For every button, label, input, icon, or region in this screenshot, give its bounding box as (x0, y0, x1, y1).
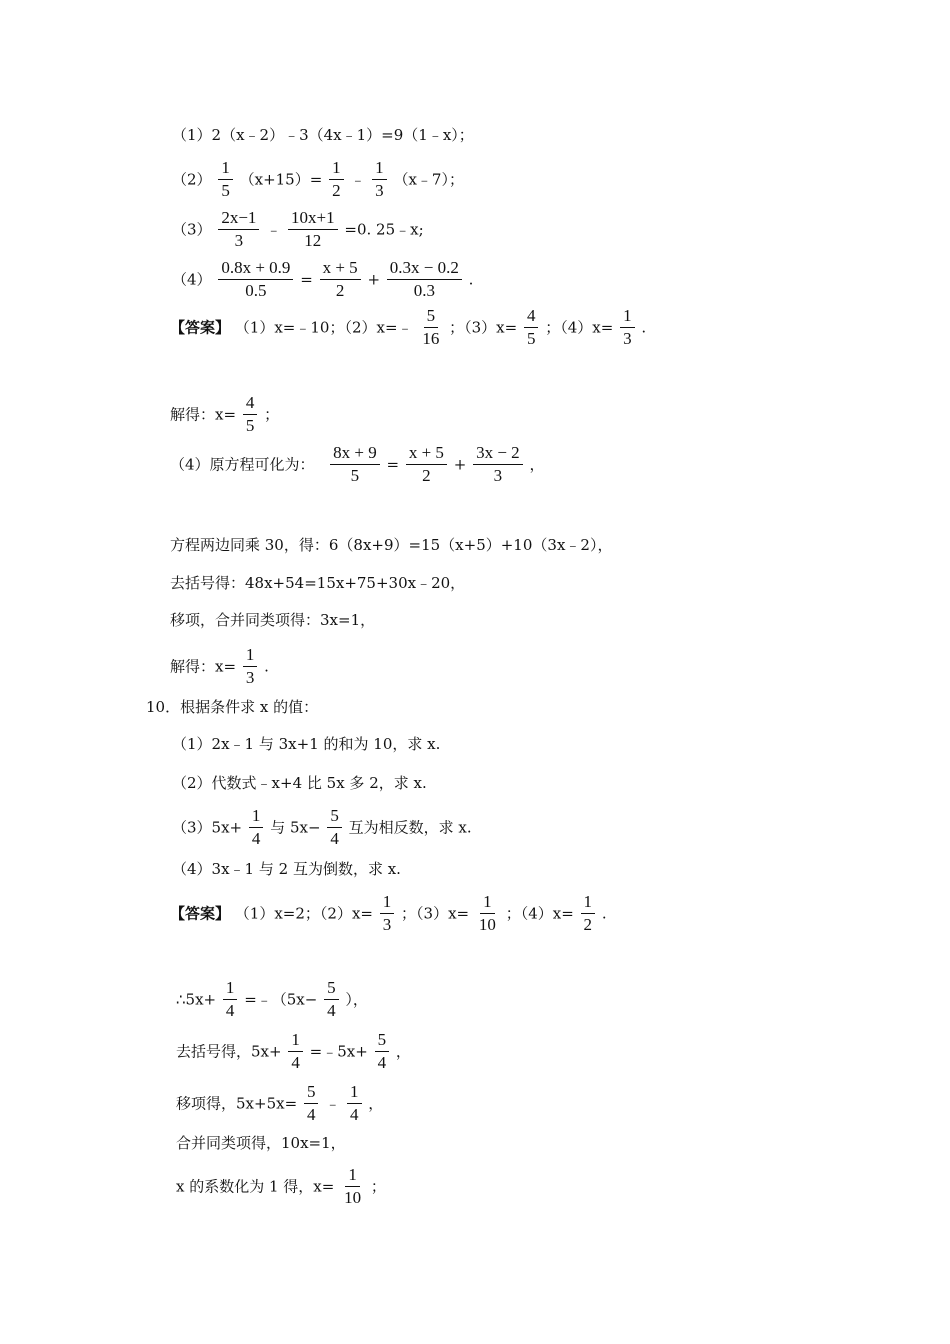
solution-text: =﹣5x+ (309, 1042, 368, 1061)
solution-text: = (386, 455, 400, 474)
fraction: $\frac{1}{3}$ (620, 306, 635, 349)
solution-text: ； (370, 1177, 386, 1196)
q10-solution-line-3 (176, 1082, 383, 1125)
solution-text: （4）原方程可化为： (170, 455, 315, 474)
solution-text: 移项得，5x+5x= (176, 1094, 298, 1113)
solution-text: x 的系数化为 1 得，x= (176, 1177, 335, 1196)
q10-p3-text: （3）5x+ (172, 818, 243, 837)
fraction: $\frac{x + 5}{2}$ (406, 443, 447, 486)
fraction: $\frac{1}{4}$ (249, 806, 264, 849)
q10-answer (170, 892, 607, 935)
fraction: $\frac{5}{4}$ (304, 1082, 319, 1125)
solution-text: 解得：x= (170, 657, 237, 676)
q10-solution-line-4: 合并同类项得，10x=1， (176, 1134, 346, 1152)
fraction: $\frac{5}{4}$ (324, 978, 339, 1021)
q9-p3-text: =0. 25﹣x; (344, 220, 424, 239)
solution-text: ； (264, 405, 280, 424)
q9-p3-label: （3） (172, 220, 212, 239)
answer-text: ；（4）x= (505, 904, 574, 923)
fraction: $\frac{5}{16}$ (422, 306, 440, 348)
fraction: $\frac{1}{10}$ (478, 892, 496, 934)
q9-p3-text: ﹣ (266, 220, 282, 239)
solution-text: 去括号得，5x+ (176, 1042, 282, 1061)
q10-solution-line-1 (176, 978, 368, 1021)
fraction: $\frac{1}{10}$ (344, 1165, 362, 1207)
fraction: $\frac{4}{5}$ (243, 393, 258, 436)
answer-text: （1）x=2；（2）x= (234, 904, 373, 923)
solution-text: + (453, 455, 467, 474)
fraction: $\frac{8x + 9}{5}$ (330, 443, 380, 486)
q9-p1-text: 2（x﹣2）﹣3（4x﹣1）=9（1﹣x）； (211, 126, 474, 144)
solution-text: =﹣（5x− (244, 990, 318, 1009)
q9-p2-text: ﹣ (350, 170, 366, 189)
fraction: $\frac{0.8x + 0.9}{0.5}$ (218, 258, 293, 301)
fraction: $\frac{5}{4}$ (327, 806, 342, 849)
q10-p3-text: 与 5x− (270, 818, 321, 837)
solution-text: ﹣ (325, 1094, 341, 1113)
fraction: $\frac{1}{4}$ (288, 1030, 303, 1073)
answer-text: . (641, 318, 647, 337)
q10-title: 10．根据条件求 x 的值： (146, 698, 319, 716)
q9-p2-text: （x+15）= (239, 170, 323, 189)
q9-solution-line-6 (170, 645, 269, 688)
fraction: $\frac{1}{3}$ (372, 158, 387, 201)
q9-p1-label: （1） (172, 126, 212, 144)
q9-solution-line-4: 去括号得：48x+54=15x+75+30x﹣20， (170, 574, 466, 592)
fraction: $\frac{0.3x - 0.2}{0.3}$ (387, 258, 462, 301)
q10-part-1: （1）2x﹣1 与 3x+1 的和为 10，求 x. (172, 735, 441, 753)
q9-answer (170, 306, 646, 349)
q9-p2-label: （2） (172, 170, 212, 189)
q10-part-2: （2）代数式﹣x+4 比 5x 多 2，求 x. (172, 774, 427, 792)
q9-p4-text: + (367, 270, 381, 289)
q9-part-1 (172, 124, 474, 145)
fraction: $\frac{2x-1}{3}$ (218, 208, 259, 251)
solution-text: 解得：x= (170, 405, 237, 424)
q10-p3-text: 互为相反数，求 x. (348, 818, 472, 837)
q9-solution-line-2 (170, 443, 544, 486)
fraction: $\frac{10x+1}{12}$ (288, 208, 338, 251)
q9-part-4 (172, 258, 473, 301)
fraction: $\frac{3x - 2}{3}$ (473, 443, 523, 486)
fraction: $\frac{x + 5}{2}$ (320, 258, 361, 301)
fraction: $\frac{1}{2}$ (581, 892, 596, 935)
answer-text: ；（3）x= (401, 904, 470, 923)
q9-p4-label: （4） (172, 270, 212, 289)
solution-text: ∴5x+ (176, 990, 217, 1009)
q10-solution-line-2 (176, 1030, 411, 1073)
q9-part-2 (172, 158, 464, 201)
q9-solution-line-3: 方程两边同乘 30，得：6（8x+9）=15（x+5）+10（3x﹣2）， (170, 536, 613, 554)
fraction: $\frac{1}{5}$ (218, 158, 233, 201)
fraction: $\frac{1}{3}$ (380, 892, 395, 935)
solution-text: ， (395, 1042, 411, 1061)
answer-tag: 【答案】 (170, 318, 231, 337)
q9-p4-text: . (468, 270, 474, 289)
answer-text: ；（3）x= (449, 318, 518, 337)
solution-text: ， (368, 1094, 384, 1113)
q9-p4-text: = (300, 270, 313, 289)
fraction: $\frac{5}{4}$ (375, 1030, 390, 1073)
fraction: $\frac{1}{4}$ (347, 1082, 362, 1125)
fraction: $\frac{1}{3}$ (243, 645, 258, 688)
q9-part-3 (172, 208, 424, 251)
fraction: $\frac{4}{5}$ (524, 306, 539, 349)
answer-text: （1）x=﹣10；（2）x=﹣ (234, 318, 413, 337)
fraction: $\frac{1}{2}$ (329, 158, 344, 201)
answer-text: ；（4）x= (545, 318, 614, 337)
solution-text: ， (529, 455, 545, 474)
q9-solution-line-1 (170, 393, 279, 436)
solution-text: . (264, 657, 269, 676)
solution-text: ）， (345, 990, 368, 1009)
answer-text: . (601, 904, 607, 923)
q10-solution-line-5 (176, 1165, 386, 1208)
fraction: $\frac{1}{4}$ (223, 978, 238, 1021)
answer-tag: 【答案】 (170, 904, 231, 923)
q9-p2-text: （x﹣7）； (393, 170, 464, 189)
q10-part-3 (172, 806, 472, 849)
q9-solution-line-5: 移项，合并同类项得：3x=1， (170, 611, 376, 629)
q10-part-4: （4）3x﹣1 与 2 互为倒数，求 x. (172, 860, 401, 878)
